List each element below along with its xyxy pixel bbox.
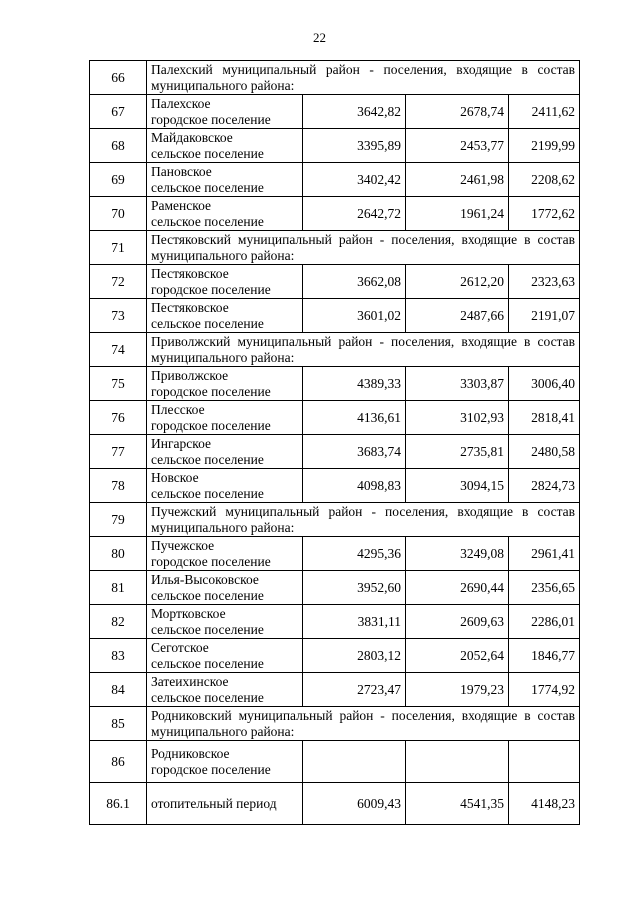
- value-2: 1979,23: [406, 673, 509, 707]
- period-label: отопительный период: [147, 783, 303, 825]
- table-row: [90, 265, 580, 299]
- value-1: 4389,33: [303, 367, 406, 401]
- value-2: 2453,77: [406, 129, 509, 163]
- settlement-name: Пестяковское сельское поселение: [147, 299, 303, 333]
- value-2: 2735,81: [406, 435, 509, 469]
- settlement-name: Ингарское сельское поселение: [147, 435, 303, 469]
- value-3: 2411,62: [509, 95, 580, 129]
- value-2: 3094,15: [406, 469, 509, 503]
- table-row: [90, 605, 580, 639]
- row-number: 67: [90, 95, 147, 129]
- value-2: 3303,87: [406, 367, 509, 401]
- tariff-table: [89, 60, 580, 825]
- settlement-name: Илья-Высоковское сельское поселение: [147, 571, 303, 605]
- table-row: [90, 673, 580, 707]
- value-1: 3642,82: [303, 95, 406, 129]
- table-row: [90, 163, 580, 197]
- table-row: [90, 435, 580, 469]
- value-1: 3683,74: [303, 435, 406, 469]
- value-1: 2723,47: [303, 673, 406, 707]
- table-row: [90, 231, 580, 265]
- value-1: [303, 741, 406, 783]
- row-number: 80: [90, 537, 147, 571]
- table-row: [90, 129, 580, 163]
- row-number: 72: [90, 265, 147, 299]
- value-1: 2642,72: [303, 197, 406, 231]
- settlement-name: Пучежское городское поселение: [147, 537, 303, 571]
- value-3: 2356,65: [509, 571, 580, 605]
- value-1: 3395,89: [303, 129, 406, 163]
- row-number: 70: [90, 197, 147, 231]
- district-header: Родниковский муниципальный район - поселения, входящие в состав муниципального района:: [147, 707, 580, 741]
- district-header: Приволжский муниципальный район - поселения, входящие в состав муниципального района:: [147, 333, 580, 367]
- row-number: 73: [90, 299, 147, 333]
- value-2: 3249,08: [406, 537, 509, 571]
- settlement-name: Пановское сельское поселение: [147, 163, 303, 197]
- value-1: 4295,36: [303, 537, 406, 571]
- row-number: 85: [90, 707, 147, 741]
- row-number: 74: [90, 333, 147, 367]
- row-number: 66: [90, 61, 147, 95]
- table-row: [90, 707, 580, 741]
- settlement-name: Майдаковское сельское поселение: [147, 129, 303, 163]
- settlement-name: Приволжское городское поселение: [147, 367, 303, 401]
- settlement-name: Палехское городское поселение: [147, 95, 303, 129]
- row-number: 86: [90, 741, 147, 783]
- table-row: [90, 783, 580, 825]
- row-number: 79: [90, 503, 147, 537]
- value-1: 4136,61: [303, 401, 406, 435]
- value-1: 3662,08: [303, 265, 406, 299]
- settlement-name: Затеихинское сельское поселение: [147, 673, 303, 707]
- value-1: 3601,02: [303, 299, 406, 333]
- value-2: 2612,20: [406, 265, 509, 299]
- row-number: 76: [90, 401, 147, 435]
- value-3: 2208,62: [509, 163, 580, 197]
- district-header: Пестяковский муниципальный район - поселения, входящие в состав муниципального района:: [147, 231, 580, 265]
- row-number: 82: [90, 605, 147, 639]
- row-number: 75: [90, 367, 147, 401]
- settlement-name: Родниковское городское поселение: [147, 741, 303, 783]
- value-2: 2678,74: [406, 95, 509, 129]
- value-3: 4148,23: [509, 783, 580, 825]
- value-3: 1846,77: [509, 639, 580, 673]
- table-row: [90, 95, 580, 129]
- value-2: 2461,98: [406, 163, 509, 197]
- district-header: Палехский муниципальный район - поселения, входящие в состав муниципального района:: [147, 61, 580, 95]
- value-1: 3952,60: [303, 571, 406, 605]
- row-number: 78: [90, 469, 147, 503]
- table-row: [90, 299, 580, 333]
- row-number: 81: [90, 571, 147, 605]
- value-3: 2323,63: [509, 265, 580, 299]
- table-row: [90, 333, 580, 367]
- table-row: [90, 639, 580, 673]
- value-1: 3831,11: [303, 605, 406, 639]
- value-3: 2191,07: [509, 299, 580, 333]
- value-2: 2487,66: [406, 299, 509, 333]
- settlement-name: Пестяковское городское поселение: [147, 265, 303, 299]
- table-row: [90, 197, 580, 231]
- settlement-name: Мортковское сельское поселение: [147, 605, 303, 639]
- value-2: 2052,64: [406, 639, 509, 673]
- value-2: 3102,93: [406, 401, 509, 435]
- table-row: [90, 401, 580, 435]
- table-row: [90, 61, 580, 95]
- value-3: 1772,62: [509, 197, 580, 231]
- table-row: [90, 469, 580, 503]
- settlement-name: Сеготское сельское поселение: [147, 639, 303, 673]
- value-2: 1961,24: [406, 197, 509, 231]
- row-number: 84: [90, 673, 147, 707]
- value-2: 2609,63: [406, 605, 509, 639]
- value-2: 2690,44: [406, 571, 509, 605]
- value-3: 2199,99: [509, 129, 580, 163]
- value-2: [406, 741, 509, 783]
- table-row: [90, 537, 580, 571]
- value-1: 4098,83: [303, 469, 406, 503]
- value-3: 2480,58: [509, 435, 580, 469]
- settlement-name: Раменское сельское поселение: [147, 197, 303, 231]
- district-header: Пучежский муниципальный район - поселения, входящие в состав муниципального района:: [147, 503, 580, 537]
- value-1: 2803,12: [303, 639, 406, 673]
- value-3: 2818,41: [509, 401, 580, 435]
- row-number: 71: [90, 231, 147, 265]
- settlement-name: Плесское городское поселение: [147, 401, 303, 435]
- table-row: [90, 741, 580, 783]
- value-3: 2286,01: [509, 605, 580, 639]
- row-number: 68: [90, 129, 147, 163]
- value-3: 3006,40: [509, 367, 580, 401]
- value-1: 6009,43: [303, 783, 406, 825]
- settlement-name: Новское сельское поселение: [147, 469, 303, 503]
- value-1: 3402,42: [303, 163, 406, 197]
- row-number: 86.1: [90, 783, 147, 825]
- table-row: [90, 571, 580, 605]
- value-2: 4541,35: [406, 783, 509, 825]
- table-row: [90, 367, 580, 401]
- value-3: 2824,73: [509, 469, 580, 503]
- value-3: [509, 741, 580, 783]
- row-number: 83: [90, 639, 147, 673]
- value-3: 2961,41: [509, 537, 580, 571]
- value-3: 1774,92: [509, 673, 580, 707]
- table-row: [90, 503, 580, 537]
- row-number: 77: [90, 435, 147, 469]
- row-number: 69: [90, 163, 147, 197]
- page-number: 22: [313, 30, 326, 45]
